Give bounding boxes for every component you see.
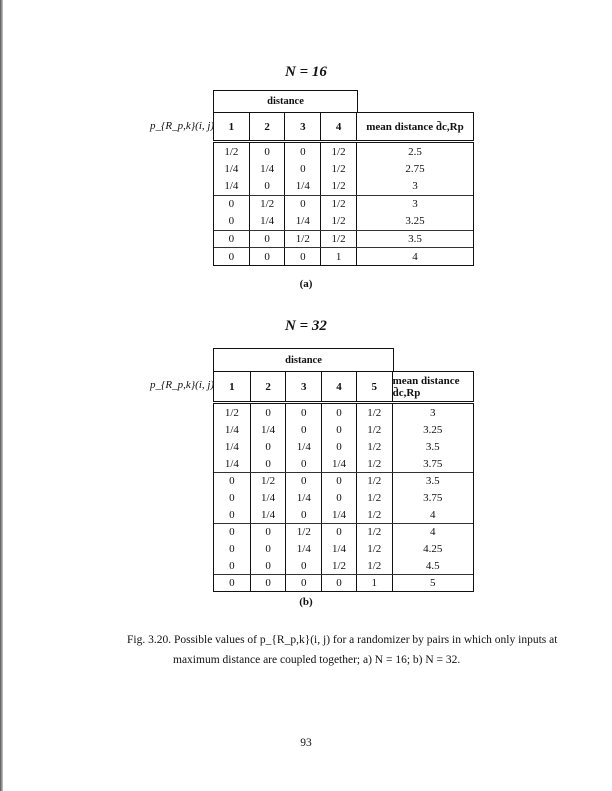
table-cell: 0	[214, 557, 251, 574]
row-label: p_{R_p,k}(i, j)	[150, 379, 215, 391]
table-cell: 1/2	[321, 213, 357, 230]
table-cell: 1/2	[357, 473, 393, 489]
table-cell: 1/2	[357, 489, 393, 506]
table-row	[214, 160, 473, 177]
table-cell: 1/2	[357, 438, 393, 455]
table-cell: 0	[214, 231, 250, 247]
table-cell: 4.5	[425, 559, 440, 572]
table-row	[214, 489, 473, 506]
table-row	[214, 523, 473, 540]
table-cell: 1/4	[214, 178, 250, 195]
table-cell: 1/2	[250, 196, 286, 212]
table-row	[214, 178, 473, 195]
table-cell: 3	[412, 198, 418, 211]
table-cell: 3.75	[423, 457, 443, 470]
column-header: 4	[321, 113, 357, 140]
table-cell: 3.25	[405, 215, 425, 228]
table-cell: 0	[214, 575, 251, 591]
figure-caption	[127, 630, 557, 670]
column-header: 5	[357, 372, 393, 401]
table-cell: 0	[322, 575, 357, 591]
table-cell: 1/2	[357, 455, 393, 472]
table-body	[213, 142, 474, 266]
table-cell: 4	[412, 250, 418, 263]
table-cell: 1/4	[250, 160, 286, 177]
table-cell: 1/2	[321, 231, 357, 247]
column-header: 4	[322, 372, 357, 401]
table-row	[214, 438, 473, 455]
table-cell: 0	[285, 248, 321, 264]
header-row	[213, 371, 474, 402]
table-cell: 5	[430, 577, 436, 589]
table-cell: 4	[430, 526, 436, 538]
table-cell: 0	[250, 231, 286, 247]
table-body	[213, 403, 474, 592]
table-cell: 1/2	[357, 421, 393, 438]
table-cell: 0	[250, 178, 286, 195]
table-cell: 3.75	[423, 491, 443, 504]
table-row	[214, 557, 473, 574]
table-cell: 1/4	[322, 540, 357, 557]
table-cell: 1/4	[214, 455, 251, 472]
table-cell: 0	[214, 213, 250, 230]
column-header: 1	[214, 113, 250, 140]
table-cell: 1/4	[286, 540, 322, 557]
table-cell: 1/2	[357, 557, 393, 574]
table-cell: 0	[322, 489, 357, 506]
table-cell: 1	[357, 575, 393, 591]
table-row	[214, 213, 473, 230]
table-cell: 4.25	[423, 542, 443, 555]
table-row	[214, 421, 473, 438]
table-row	[214, 472, 473, 489]
table-cell: 0	[214, 248, 250, 264]
table-cell: 1/2	[357, 540, 393, 557]
table-cell: 0	[214, 473, 251, 489]
table-cell: 0	[285, 160, 321, 177]
table-cell: 1/2	[214, 404, 251, 421]
table-cell: 1/2	[285, 231, 321, 247]
table-cell: 0	[251, 524, 287, 540]
table-cell: 0	[322, 421, 357, 438]
table-cell: 1/4	[214, 160, 250, 177]
table-cell: 0	[250, 143, 286, 160]
table-cell: 0	[214, 196, 250, 212]
column-header: 3	[285, 113, 321, 140]
table-cell: 1/2	[357, 524, 393, 540]
table-row	[214, 540, 473, 557]
table-title: N = 16	[285, 64, 327, 80]
table-row	[214, 574, 473, 591]
table-cell: 1/2	[357, 404, 393, 421]
table-cell: 1/4	[214, 438, 251, 455]
table-cell: 1/4	[286, 489, 322, 506]
table-cell: 0	[214, 489, 251, 506]
table-cell: 1/2	[214, 143, 250, 160]
table-cell: 1	[321, 248, 357, 264]
table-cell: 1/4	[214, 421, 251, 438]
table-cell: 0	[322, 524, 357, 540]
table-cell: 3.5	[425, 475, 440, 487]
table-cell: 0	[286, 506, 322, 523]
table-cell: 0	[251, 404, 287, 421]
table-cell: 1/2	[321, 143, 357, 160]
table-cell: 0	[214, 524, 251, 540]
table-cell: 1/2	[321, 196, 357, 212]
table-cell: 0	[251, 455, 287, 472]
table-cell: 0	[286, 421, 322, 438]
table-cell: 0	[214, 506, 251, 523]
header-row	[213, 112, 474, 141]
table-cell: 1/4	[286, 438, 322, 455]
caption-line-2: maximum distance are coupled together; a) N = 16; b) N = 32.	[173, 654, 461, 666]
table-cell: 0	[251, 540, 287, 557]
column-header: 2	[250, 113, 286, 140]
table-cell: 0	[322, 473, 357, 489]
table-row	[214, 455, 473, 472]
table-cell: 0	[286, 404, 322, 421]
table-cell: 1/4	[285, 178, 321, 195]
table-cell: 4	[430, 508, 436, 521]
table-cell: 0	[286, 473, 322, 489]
column-header: 1	[214, 372, 251, 401]
table-row	[214, 404, 473, 421]
table-cell: 1/2	[321, 178, 357, 195]
table-cell: 0	[322, 404, 357, 421]
table-row	[214, 230, 473, 247]
distance-header: distance	[213, 348, 394, 371]
table-cell: 1/2	[322, 557, 357, 574]
table-cell: 0	[250, 248, 286, 264]
row-label: p_{R_p,k}(i, j)	[150, 120, 215, 132]
table-cell: 1/4	[322, 455, 357, 472]
table-cell: 2.5	[408, 145, 422, 158]
table-title: N = 32	[285, 318, 327, 334]
table-row	[214, 195, 473, 212]
table-cell: 1/4	[285, 213, 321, 230]
table-cell: 1/4	[251, 506, 287, 523]
table-cell: 3.5	[425, 440, 440, 453]
table-row	[214, 247, 473, 264]
table-row	[214, 143, 473, 160]
table-cell: 0	[285, 196, 321, 212]
table-cell: 3	[430, 406, 436, 419]
table-cell: 3.25	[423, 423, 443, 436]
table-cell: 0	[286, 557, 322, 574]
table-cell: 2.75	[405, 163, 425, 176]
table-cell: 0	[214, 540, 251, 557]
table-cell: 0	[322, 438, 357, 455]
table-cell: 0	[251, 575, 287, 591]
scan-edge	[0, 0, 3, 791]
table-cell: 0	[286, 455, 322, 472]
caption-line-1: Fig. 3.20. Possible values of p_{R_p,k}(i, j) for a randomizer by pairs in which only inputs at	[127, 634, 558, 646]
column-header: 2	[251, 372, 287, 401]
table-cell: 1/4	[322, 506, 357, 523]
table-cell: 0	[251, 438, 287, 455]
table-cell: 3	[412, 180, 418, 193]
column-header: mean distance d̄c,Rp	[366, 120, 464, 133]
table-cell: 0	[285, 143, 321, 160]
table-row	[214, 506, 473, 523]
table-cell: 1/2	[251, 473, 287, 489]
page-number: 93	[300, 737, 312, 749]
column-header: 3	[286, 372, 322, 401]
table-cell: 1/4	[251, 489, 287, 506]
column-header: mean distance d̄c,Rp	[392, 374, 460, 399]
distance-header: distance	[213, 90, 358, 112]
table-cell: 1/4	[250, 213, 286, 230]
table-sublabel: (a)	[299, 278, 313, 290]
table-cell: 0	[251, 557, 287, 574]
table-cell: 1/4	[251, 421, 287, 438]
table-sublabel: (b)	[299, 596, 313, 608]
table-cell: 3.5	[408, 233, 422, 246]
table-cell: 0	[286, 575, 322, 591]
table-cell: 1/2	[286, 524, 322, 540]
table-cell: 1/2	[321, 160, 357, 177]
table-cell: 1/2	[357, 506, 393, 523]
